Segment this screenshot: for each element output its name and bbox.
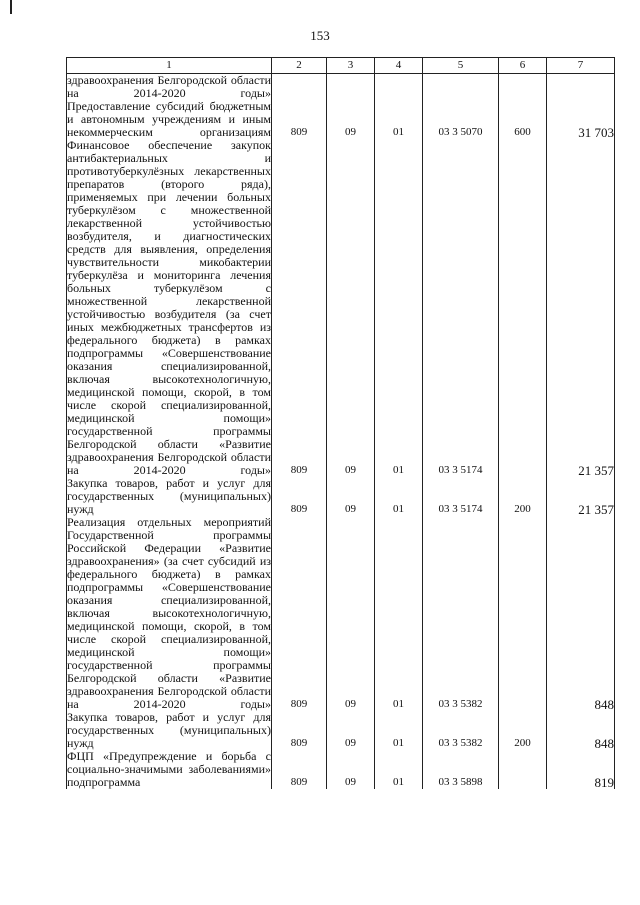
page-number: 153 xyxy=(310,28,330,43)
header-col-6: 6 xyxy=(499,58,547,74)
row-target-article: 03 3 5070 xyxy=(423,100,499,139)
row-subsection-code xyxy=(375,74,423,101)
row-expense-type xyxy=(499,750,547,789)
row-amount: 819 xyxy=(547,750,615,789)
row-ministry-code: 809 xyxy=(272,139,327,477)
header-col-5: 5 xyxy=(423,58,499,74)
row-subsection-code: 01 xyxy=(375,139,423,477)
row-description: Закупка товаров, работ и услуг для государственных (муниципальных) нужд xyxy=(67,476,271,516)
table-row xyxy=(67,711,615,750)
row-amount: 848 xyxy=(547,516,615,711)
header-col-1: 1 xyxy=(67,58,272,74)
row-ministry-code: 809 xyxy=(272,750,327,789)
row-description: Закупка товаров, работ и услуг для государственных (муниципальных) нужд xyxy=(67,710,271,750)
row-ministry-code: 809 xyxy=(272,477,327,516)
row-expense-type xyxy=(499,139,547,477)
row-subsection-code: 01 xyxy=(375,100,423,139)
row-description: ФЦП «Предупреждение и борьба с социально-значимыми заболеваниями» подпрограмма xyxy=(67,749,271,789)
row-amount: 31 703 xyxy=(547,100,615,139)
row-ministry-code: 809 xyxy=(272,100,327,139)
row-target-article xyxy=(423,74,499,101)
row-amount: 21 357 xyxy=(547,477,615,516)
header-col-7: 7 xyxy=(547,58,615,74)
table-row xyxy=(67,477,615,516)
row-target-article: 03 3 5898 xyxy=(423,750,499,789)
row-subsection-code: 01 xyxy=(375,477,423,516)
row-expense-type: 200 xyxy=(499,711,547,750)
table-row xyxy=(67,516,615,711)
table-row xyxy=(67,750,615,789)
row-target-article: 03 3 5382 xyxy=(423,711,499,750)
header-col-2: 2 xyxy=(272,58,327,74)
row-subsection-code: 01 xyxy=(375,516,423,711)
row-ministry-code xyxy=(272,74,327,101)
row-section-code: 09 xyxy=(327,516,375,711)
row-amount: 848 xyxy=(547,711,615,750)
row-amount: 21 357 xyxy=(547,139,615,477)
row-description: Финансовое обеспечение закупок антибактериальных и противотуберкулёзных лекарственных препаратов (второго ряда), применяемых при лечении больных туберкулёзом с множественной лекарственной устойчивостью возбудителя, и диагностических средств для выявления, определения чувствительности микобактерии туберкулёза и мониторинга лечения больных туберкулёзом с множественной лекарственной устойчивостью возбудителя (за счет иных межбюджетных трансфертов из федерального бюджета) в рамках подпрограммы «Совершенствование оказания специализированной, включая высокотехнологичную, медицинской помощи, скорой, в том числе скорой специализированной, медицинской помощи» государственной программы Белгородской области «Развитие здравоохранения Белгородской области на 2014-2020 годы» xyxy=(67,138,271,477)
table-row xyxy=(67,100,615,139)
header-col-4: 4 xyxy=(375,58,423,74)
table-row xyxy=(67,74,615,101)
row-section-code: 09 xyxy=(327,139,375,477)
row-description: Реализация отдельных мероприятий Государственной программы Российской Федерации «Развитие здравоохранения» (за счет субсидий из федерального бюджета) в рамках подпрограммы «Совершенствование оказания специализированной, включая высокотехнологичную, медицинской помощи, скорой, в том числе скорой специализированной, медицинской помощи» государственной программы Белгородской области «Развитие здравоохранения Белгородской области на 2014-2020 годы» xyxy=(67,515,271,711)
table-row xyxy=(67,139,615,477)
header-col-3: 3 xyxy=(327,58,375,74)
row-subsection-code: 01 xyxy=(375,711,423,750)
row-amount xyxy=(547,74,615,101)
row-target-article: 03 3 5382 xyxy=(423,516,499,711)
row-section-code: 09 xyxy=(327,750,375,789)
row-section-code: 09 xyxy=(327,100,375,139)
row-section-code xyxy=(327,74,375,101)
row-expense-type: 200 xyxy=(499,477,547,516)
row-target-article: 03 3 5174 xyxy=(423,477,499,516)
row-subsection-code: 01 xyxy=(375,750,423,789)
row-ministry-code: 809 xyxy=(272,711,327,750)
row-ministry-code: 809 xyxy=(272,516,327,711)
row-target-article: 03 3 5174 xyxy=(423,139,499,477)
row-expense-type: 600 xyxy=(499,100,547,139)
table-header-row xyxy=(67,58,615,74)
budget-table xyxy=(66,57,615,789)
row-section-code: 09 xyxy=(327,477,375,516)
row-description: Предоставление субсидий бюджетным и автономным учреждениям и иным некоммерческим организациям xyxy=(67,99,271,139)
row-section-code: 09 xyxy=(327,711,375,750)
scan-corner-mark xyxy=(10,0,12,14)
row-expense-type xyxy=(499,516,547,711)
row-expense-type xyxy=(499,74,547,101)
row-description: здравоохранения Белгородской области на 2014-2020 годы» xyxy=(67,73,271,100)
